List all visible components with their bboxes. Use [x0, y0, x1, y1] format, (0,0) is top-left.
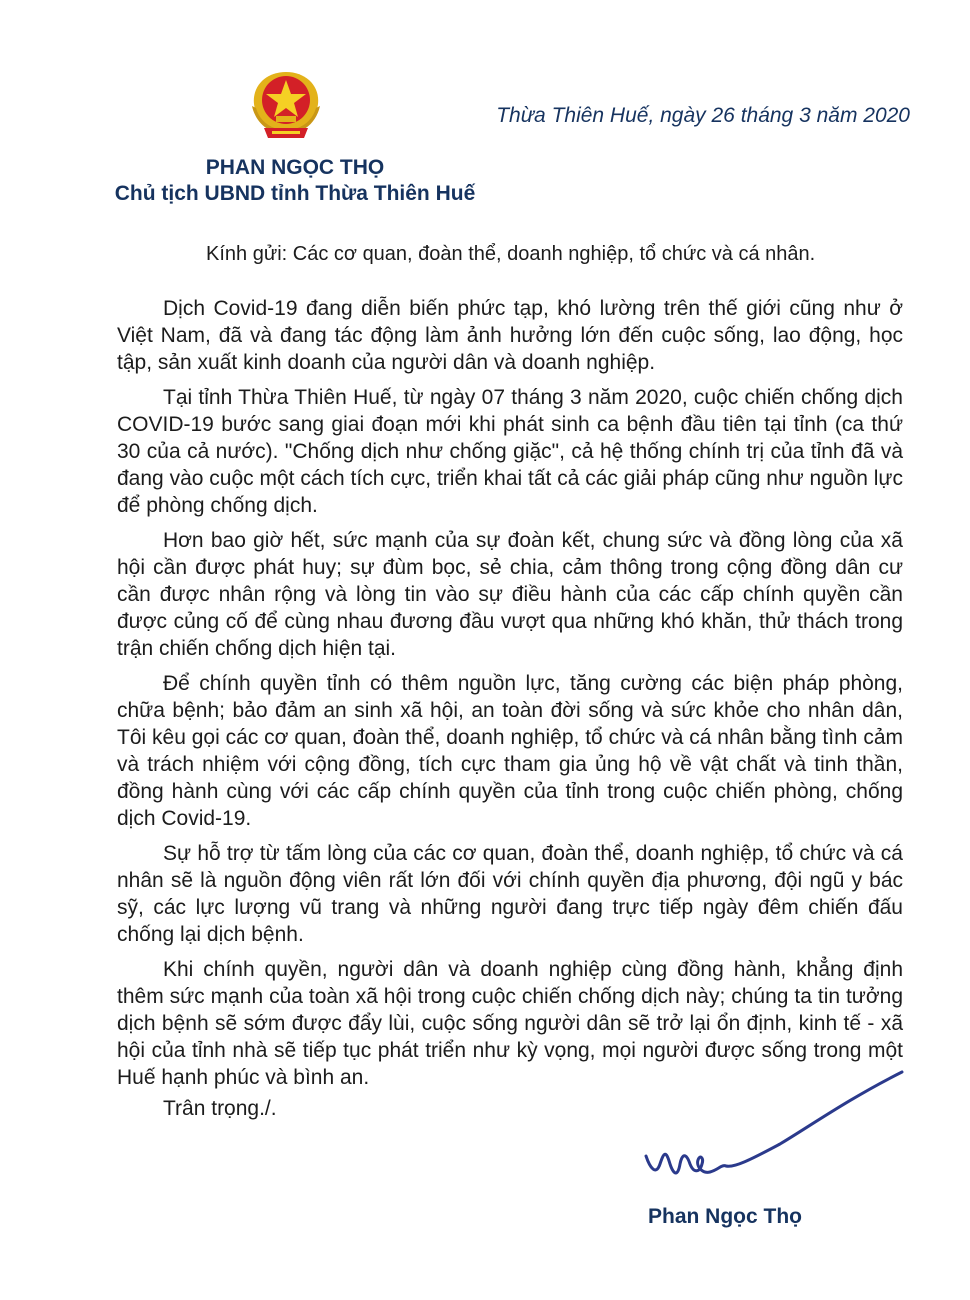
body-paragraph: Để chính quyền tỉnh có thêm nguồn lực, tăng cường các biện pháp phòng, chữa bệnh; bảo đảm an sinh xã hội, an toàn đời sống và sức khỏe cho nhân dân, Tôi kêu gọi các cơ quan, đoàn thể, doanh nghiệp, tổ chức và cá nhân bằng tình cảm và trách nhiệm với cộng đồng, tích cực tham gia ủng hộ về vật chất và tinh thần, đồng hành cùng với các cấp chính quyền của tỉnh trong cuộc chiến phòng, chống dịch Covid-19.: [117, 672, 903, 830]
sender-block: [60, 155, 530, 207]
sender-name: PHAN NGỌC THỌ: [205, 156, 385, 179]
sender-title: Chủ tịch UBND tỉnh Thừa Thiên Huế: [114, 182, 476, 205]
date-line: Thừa Thiên Huế, ngày 26 tháng 3 năm 2020: [496, 104, 910, 127]
body-paragraph: Khi chính quyền, người dân và doanh nghiệp cùng đồng hành, khẳng định thêm sức mạnh của toàn xã hội trong cuộc chiến chống dịch này; chúng ta tin tưởng dịch bệnh sẽ sớm được đẩy lùi, cuộc sống người dân sẽ trở lại ổn định, kinh tế - xã hội của tỉnh nhà sẽ tiếp tục phát triển như kỳ vọng, mọi người được sống trong một Huế hạnh phúc và bình an.: [117, 958, 903, 1089]
signer-name: Phan Ngọc Thọ: [648, 1205, 802, 1228]
national-emblem-icon: [246, 66, 326, 142]
body-paragraph: Hơn bao giờ hết, sức mạnh của sự đoàn kết, chung sức và đồng lòng của xã hội cần được phát huy; sự đùm bọc, sẻ chia, cảm thông trong cộng đồng dân cư cần được nhân rộng và lòng tin vào sự điều hành của các cấp chính quyền cần được củng cố để cùng nhau đương đầu vượt qua những khó khăn, thử thách trong trận chiến chống dịch hiện tại.: [117, 529, 903, 660]
closing-line: Trân trọng./.: [163, 1097, 277, 1120]
body-paragraph: Tại tỉnh Thừa Thiên Huế, từ ngày 07 tháng 3 năm 2020, cuộc chiến chống dịch COVID-19 bước sang giai đoạn mới khi phát sinh ca bệnh đầu tiên tại tỉnh (ca thứ 30 của cả nước). "Chống dịch như chống giặc", cả hệ thống chính trị của tỉnh đã và đang vào cuộc một cách tích cực, triển khai tất cả các giải pháp cũng như nguồn lực để phòng chống dịch.: [117, 386, 903, 517]
recipient-line: Kính gửi: Các cơ quan, đoàn thể, doanh nghiệp, tổ chức và cá nhân.: [206, 243, 816, 265]
body-paragraph: Dịch Covid-19 đang diễn biến phức tạp, khó lường trên thế giới cũng như ở Việt Nam, đã và đang tác động làm ảnh hưởng lớn đến cuộc sống, lao động, học tập, sản xuất kinh doanh của người dân và doanh nghiệp.: [117, 297, 903, 374]
handwritten-signature: [640, 1068, 910, 1198]
body-paragraph: Sự hỗ trợ từ tấm lòng của các cơ quan, đoàn thể, doanh nghiệp, tổ chức và cá nhân sẽ là nguồn động viên rất lớn đối với chính quyền địa phương, đội ngũ y bác sỹ, các lực lượng vũ trang và những người đang trực tiếp ngày đêm chiến đấu chống lại dịch bệnh.: [117, 842, 903, 946]
letter-body: [117, 295, 903, 1099]
